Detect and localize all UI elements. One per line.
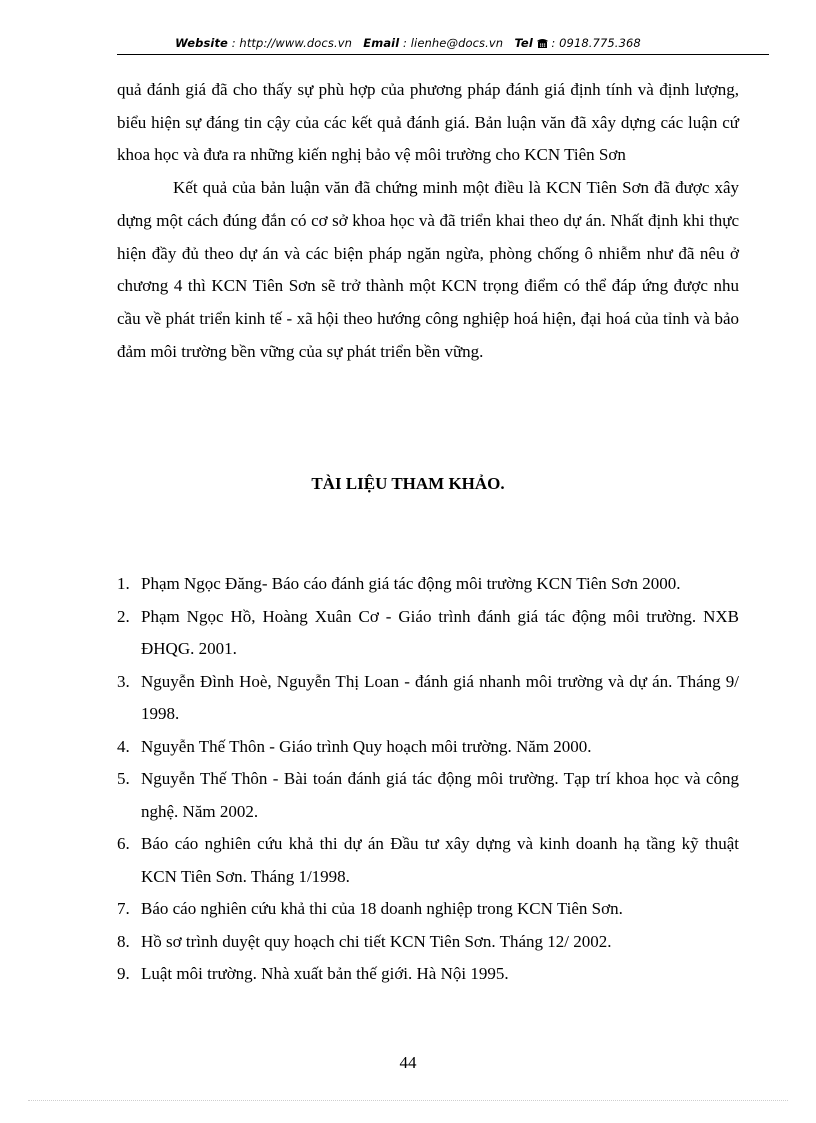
header-rule bbox=[117, 54, 769, 55]
reference-number: 9. bbox=[117, 964, 130, 983]
references-list bbox=[117, 568, 739, 991]
email-address[interactable]: : lienhe@docs.vn bbox=[403, 36, 504, 50]
reference-item bbox=[117, 958, 739, 991]
reference-text: Báo cáo nghiên cứu khả thi dự án Đầu tư xây dựng và kinh doanh hạ tầng kỹ thuật KCN Tiên Sơn. Tháng 1/1998. bbox=[141, 834, 739, 886]
reference-number: 3. bbox=[117, 671, 130, 691]
phone-number: : 0918.775.368 bbox=[551, 36, 641, 50]
reference-number: 5. bbox=[117, 769, 130, 788]
reference-number: 7. bbox=[117, 899, 130, 918]
page-bottom-divider bbox=[28, 1100, 788, 1101]
paragraph-2: Kết quả của bản luận văn đã chứng minh một điều là KCN Tiên Sơn đã được xây dựng một cách đúng đắn có cơ sở khoa học và đã triển khai theo dự án. Nhất định khi thực hiện đầy đủ theo dự án và các biện pháp ngăn ngừa, phòng chống ô nhiễm như đã nêu ở chương 4 thì KCN Tiên Sơn sẽ trở thành một KCN trọng điểm có thể đáp ứng được nhu cầu về phát triển kinh tế - xã hội theo hướng công nghiệp hoá hiện, đại hoá của tỉnh và bảo đảm môi trường bền vững của sự phát triển bền vững. bbox=[117, 178, 739, 361]
reference-number: 4. bbox=[117, 736, 130, 756]
website-url[interactable]: : http://www.docs.vn bbox=[231, 36, 352, 50]
reference-item bbox=[117, 731, 739, 764]
paragraph-1: quả đánh giá đã cho thấy sự phù hợp của phương pháp đánh giá định tính và định lượng, biểu hiện sự đáng tin cậy của các kết quả đánh giá. Bản luận văn đã xây dựng các luận cứ khoa học và đưa ra những kiến nghị bảo vệ môi trường cho KCN Tiên Sơn bbox=[117, 80, 739, 165]
reference-text: Nguyễn Thế Thôn - Bài toán đánh giá tác động môi trường. Tạp trí khoa học và công nghệ. Năm 2002. bbox=[141, 769, 739, 821]
reference-text: Hồ sơ trình duyệt quy hoạch chi tiết KCN Tiên Sơn. Tháng 12/ 2002. bbox=[141, 931, 612, 951]
reference-number: 6. bbox=[117, 834, 130, 853]
reference-text: Nguyễn Thế Thôn - Giáo trình Quy hoạch môi trường. Năm 2000. bbox=[141, 736, 592, 756]
reference-item bbox=[117, 601, 739, 666]
reference-number: 8. bbox=[117, 931, 130, 951]
phone-icon bbox=[537, 36, 552, 50]
website-label: Website bbox=[175, 36, 228, 50]
reference-text: Nguyễn Đình Hoè, Nguyễn Thị Loan - đánh giá nhanh môi trường và dự án. Tháng 9/ 1998. bbox=[141, 671, 739, 723]
reference-item bbox=[117, 666, 739, 731]
reference-item bbox=[117, 828, 739, 893]
tel-label: Tel bbox=[514, 36, 533, 50]
reference-item bbox=[117, 568, 739, 601]
reference-text: Báo cáo nghiên cứu khả thi của 18 doanh nghiệp trong KCN Tiên Sơn. bbox=[141, 899, 623, 918]
email-label: Email bbox=[363, 36, 400, 50]
reference-text: Phạm Ngọc Đăng- Báo cáo đánh giá tác động môi trường KCN Tiên Sơn 2000. bbox=[141, 574, 681, 593]
reference-number: 2. bbox=[117, 606, 130, 626]
reference-item bbox=[117, 763, 739, 828]
references-title: TÀI LIỆU THAM KHẢO. bbox=[311, 474, 505, 493]
reference-text: Luật môi trường. Nhà xuất bản thế giới. Hà Nội 1995. bbox=[141, 964, 509, 983]
reference-item bbox=[117, 893, 739, 926]
body-text bbox=[117, 74, 739, 368]
reference-text: Phạm Ngọc Hồ, Hoàng Xuân Cơ - Giáo trình đánh giá tác động môi trường. NXB ĐHQG. 2001. bbox=[141, 606, 739, 658]
reference-item bbox=[117, 926, 739, 959]
page-number: 44 bbox=[399, 1053, 417, 1072]
reference-number: 1. bbox=[117, 574, 130, 593]
page-header bbox=[0, 36, 816, 50]
